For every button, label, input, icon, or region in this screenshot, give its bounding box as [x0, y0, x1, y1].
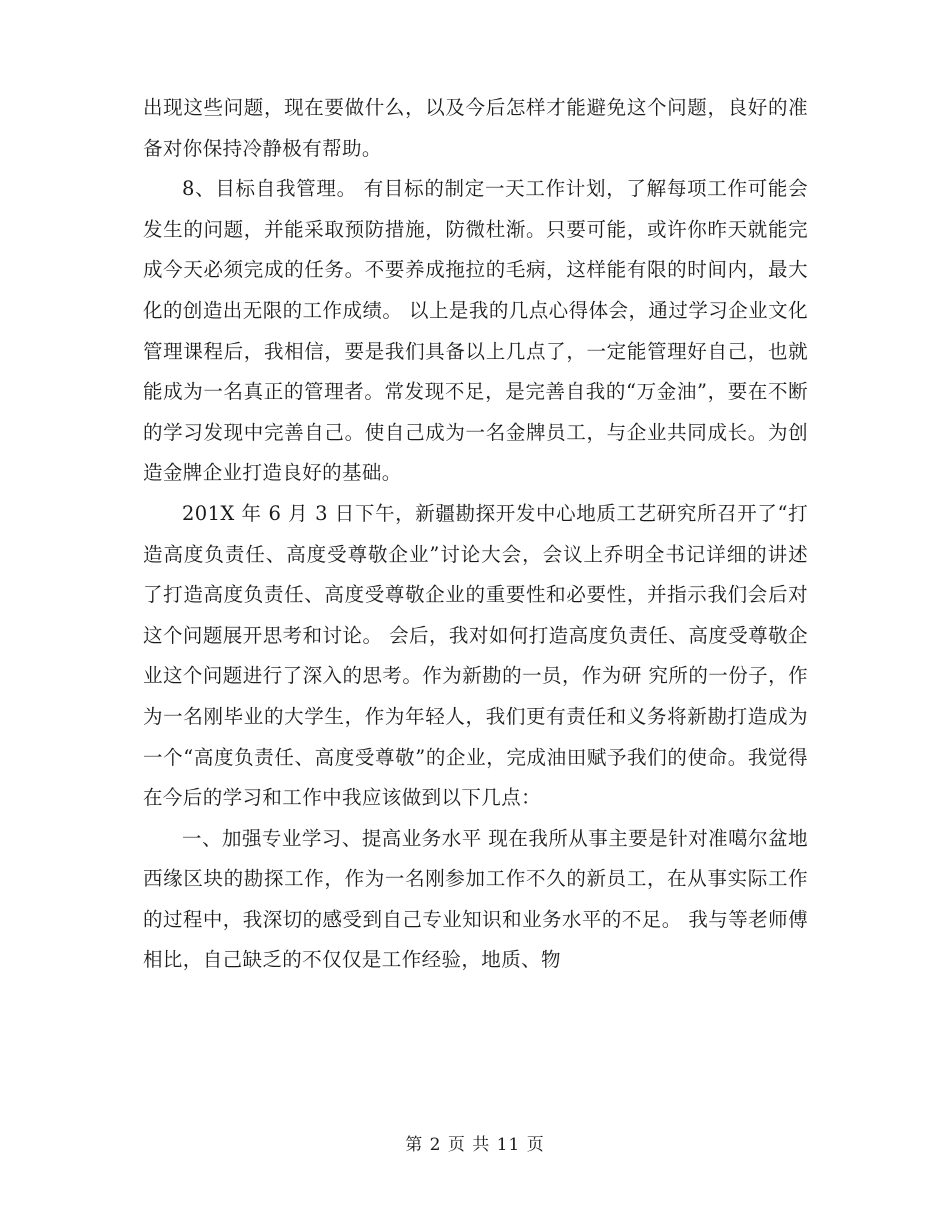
paragraph-4: 一、加强专业学习、提高业务水平 现在我所从事主要是针对准噶尔盆地西缘区块的勘探工作，作为一名刚参加工作不久的新员工，在从事实际工作的过程中，我深切的感受到自己专业知识和业务水平的不足。 我与等老师傅相比，自己缺乏的不仅仅是工作经验，地质、物 — [143, 826, 808, 972]
page-number-footer: 第 2 页 共 11 页 — [405, 1135, 545, 1155]
paragraph-2: 8、目标自我管理。 有目标的制定一天工作计划，了解每项工作可能会发生的问题，并能采取预防措施，防微杜渐。只要可能，或许你昨天就能完成今天必须完成的任务。不要养成拖拉的毛病，这样能有限的时间内，最大化的创造出无限的工作成绩。 以上是我的几点心得体会，通过学习企业文化管理课程后，我相信，要是我们具备以上几点了，一定能管理好自己，也就能成为一名真正的管理者。常发现不足，是完善自我的“万金油”，要在不断的学习发现中完善自己。使自己成为一名金牌员工，与企业共同成长。为创造金牌企业打造良好的基础。 — [143, 177, 808, 485]
paragraph-3: 201X 年 6 月 3 日下午，新疆勘探开发中心地质工艺研究所召开了“打造高度负责任、高度受尊敬企业”讨论大会，会议上乔明全书记详细的讲述了打造高度负责任、高度受尊敬企业的重要性和必要性，并指示我们会后对这个问题展开思考和讨论。 会后，我对如何打造高度负责任、高度受尊敬企业这个问题进行了深入的思考。作为新勘的一员，作为研 究所的一份子，作为一名刚毕业的大学生，作为年轻人，我们更有责任和义务将新勘打造成为一个“高度负责任、高度受尊敬”的企业，完成油田赋予我们的使命。我觉得在今后的学习和工作中我应该做到以下几点： — [143, 501, 808, 810]
document-body — [143, 88, 808, 981]
paragraph-1: 出现这些问题，现在要做什么，以及今后怎样才能避免这个问题，良好的准备对你保持冷静极有帮助。 — [143, 96, 808, 160]
